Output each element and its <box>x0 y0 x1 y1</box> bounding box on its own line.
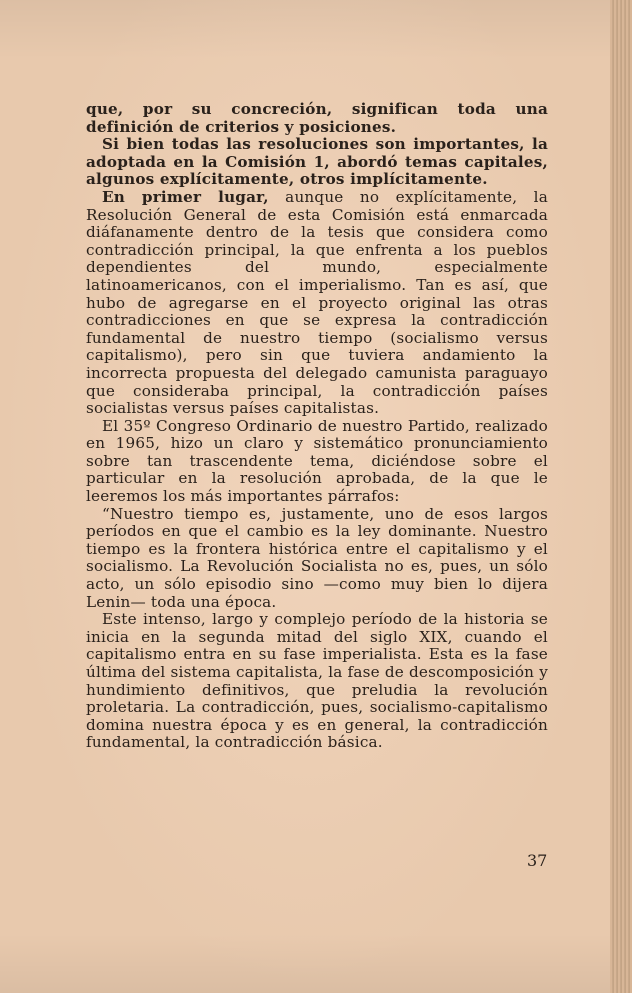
lead-in-phrase: En primer lugar, <box>102 187 269 206</box>
paragraph-4: El 35º Congreso Ordinario de nuestro Partido, realizado en 1965, hizo un claro y sistemático pronunciamiento sobre tan trascendente tema, diciéndose sobre el particular en la resolución aprobada, de la que le leeremos los más importantes párrafos: <box>86 416 548 506</box>
body-text <box>86 101 548 752</box>
page-number: 37 <box>527 851 548 870</box>
paragraph-2: Si bien todas las resoluciones son importantes, la adoptada en la Comisión 1, abordó temas capitales, algunos explícitamente, otros implícitamente. <box>86 135 548 189</box>
paragraph-5: “Nuestro tiempo es, justamente, uno de esos largos períodos en que el cambio es la ley dominante. Nuestro tiempo es la frontera histórica entre el capitalismo y el socialismo. La Revolución Socialista no es, pues, un sólo acto, un sólo episodio sino —como muy bien lo dijera Lenin— toda una época. <box>86 504 548 611</box>
paragraph-1: que, por su concreción, significan toda una definición de criterios y posiciones. <box>86 100 548 136</box>
paragraph-3-body: Resolución General de esta Comisión está enmarcada diáfanamente dentro de la tesis que considera como contradicción principal, la que enfrenta a los pueblos dependientes del mundo, especialmente latinoamericanos, con el imperialismo. Tan es así, que hubo de agregarse en el proyecto original las otras contradicciones en que se expresa la contradicción fundamental de nuestro tiempo (socialismo versus capitalismo), pero sin que tuviera andamiento la incorrecta propuesta del delegado camunista paraguayo que consideraba principal, la contradicción países socialistas versus países capitalistas. <box>86 205 548 418</box>
paragraph-6: Este intenso, largo y complejo período de la historia se inicia en la segunda mitad del siglo XIX, cuando el capitalismo entra en su fase imperialista. Esta es la fase última del sistema capitalista, la fase de descomposición y hundimiento definitivos, que preludia la revolución proletaria. La contradicción, pues, socialismo-capitalismo domina nuestra época y es en general, la contradicción fundamental, la contradicción básica. <box>86 610 548 752</box>
page-stack-edge <box>610 0 632 993</box>
paragraph-3 <box>86 189 548 418</box>
lead-in-rest: aunque no explícitamente, la <box>268 187 548 206</box>
